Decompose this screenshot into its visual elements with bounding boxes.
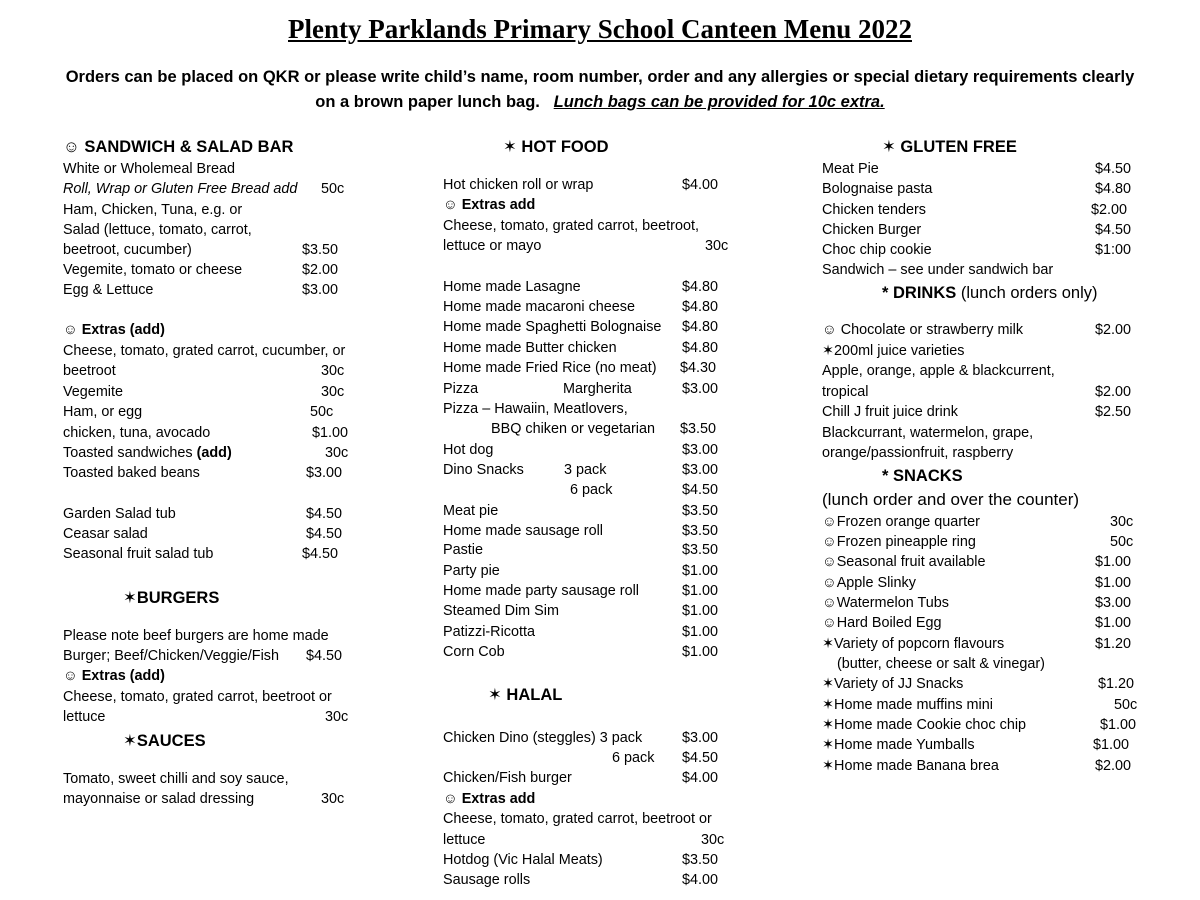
menu-item: ☺Watermelon Tubs: [822, 595, 949, 611]
menu-item: Choc chip cookie: [822, 242, 932, 258]
hot-food-heading: ✶ HOT FOOD: [503, 138, 609, 156]
menu-item: Corn Cob: [443, 644, 505, 660]
price: $1.20: [1098, 676, 1135, 692]
menu-item: chicken, tuna, avocado: [63, 425, 211, 441]
price: $4.50: [1095, 161, 1132, 177]
menu-item: Pastie: [443, 542, 483, 558]
menu-item: Egg & Lettuce: [63, 282, 154, 298]
menu-item: Cheese, tomato, grated carrot, cucumber, or: [63, 343, 346, 359]
price: $2.00: [1095, 322, 1132, 338]
extras-heading: ☺ Extras (add): [63, 668, 165, 684]
menu-item: Home made Fried Rice (no meat): [443, 360, 657, 376]
menu-item: Sausage rolls: [443, 872, 531, 888]
menu-item: Party pie: [443, 563, 500, 579]
snacks-subtitle: (lunch order and over the counter): [822, 490, 1080, 509]
menu-item: Vegemite, tomato or cheese: [63, 262, 243, 278]
price: $2.00: [1095, 758, 1132, 774]
menu-item: Home made Butter chicken: [443, 340, 617, 356]
menu-item: Hot chicken roll or wrap: [443, 177, 594, 193]
menu-note: (butter, cheese or salt & vinegar): [837, 656, 1045, 672]
price: $3.50: [682, 503, 719, 519]
menu-item: Home made sausage roll: [443, 523, 603, 539]
menu-item: Vegemite: [63, 384, 124, 400]
price: 30c: [321, 384, 345, 400]
extras-heading: ☺ Extras (add): [63, 322, 165, 338]
menu-item-variant: Margherita: [563, 381, 632, 397]
menu-item-variant: 6 pack: [612, 750, 655, 766]
menu-item-variant: 3 pack: [564, 462, 607, 478]
sauces-heading: ✶SAUCES: [123, 732, 206, 750]
intro-line-1: Orders can be placed on QKR or please write child’s name, room number, order and any allergies or special dietary requirements clearly: [65, 68, 1135, 86]
menu-item: ☺Frozen pineapple ring: [822, 534, 976, 550]
extras-heading: ☺ Extras add: [443, 791, 536, 807]
price: $1.00: [1093, 737, 1130, 753]
menu-item: Burger; Beef/Chicken/Veggie/Fish: [63, 648, 279, 664]
menu-item: Toasted baked beans: [63, 465, 200, 481]
intro-bag-note: Lunch bags can be provided for 10c extra.: [553, 93, 885, 111]
column-gluten-free-drinks-snacks: [800, 0, 1200, 900]
menu-item: [63, 444, 232, 462]
menu-item: beetroot: [63, 363, 116, 379]
menu-item: lettuce: [443, 832, 486, 848]
price: 50c: [1114, 697, 1138, 713]
price: $1:00: [1095, 242, 1132, 258]
menu-item: Meat pie: [443, 503, 499, 519]
menu-item: Cheese, tomato, grated carrot, beetroot or: [63, 689, 332, 705]
menu-item: Ceasar salad: [63, 526, 148, 542]
menu-item: ✶Home made muffins mini: [822, 697, 993, 713]
menu-item: Hot dog: [443, 442, 494, 458]
price: $1.00: [1100, 717, 1137, 733]
price: $4.50: [302, 546, 339, 562]
menu-item: Chicken Burger: [822, 222, 922, 238]
menu-item: Ham, or egg: [63, 404, 143, 420]
column-hot-food-halal: [400, 0, 800, 900]
menu-item: Dino Snacks: [443, 462, 524, 478]
price: $4.00: [682, 872, 719, 888]
price: $4.00: [682, 770, 719, 786]
menu-item: Pizza: [443, 381, 479, 397]
price: $1.00: [682, 583, 719, 599]
price: $3.50: [682, 523, 719, 539]
price: $1.00: [1095, 575, 1132, 591]
menu-item: ✶Home made Yumballs: [822, 737, 975, 753]
halal-heading: ✶ HALAL: [488, 686, 563, 704]
menu-item: Roll, Wrap or Gluten Free Bread add: [63, 181, 298, 197]
price: 30c: [321, 791, 345, 807]
price: $3.00: [682, 442, 719, 458]
price: $3.00: [302, 282, 339, 298]
price: $4.30: [680, 360, 717, 376]
price: $3.00: [682, 381, 719, 397]
menu-item: ☺Hard Boiled Egg: [822, 615, 942, 631]
price: 50c: [1110, 534, 1134, 550]
price: $4.50: [682, 482, 719, 498]
price: 30c: [701, 832, 725, 848]
price: 30c: [705, 238, 729, 254]
price: $2.00: [1095, 384, 1132, 400]
menu-item: Home made party sausage roll: [443, 583, 639, 599]
menu-note: Sandwich – see under sandwich bar: [822, 262, 1054, 278]
price: $4.50: [306, 506, 343, 522]
menu-item: Meat Pie: [822, 161, 879, 177]
price: $2.00: [1091, 202, 1128, 218]
sandwich-heading: ☺ SANDWICH & SALAD BAR: [63, 138, 294, 156]
menu-item: BBQ chiken or vegetarian: [491, 421, 655, 437]
price: $4.80: [682, 299, 719, 315]
price: $4.50: [682, 750, 719, 766]
menu-title: Plenty Parklands Primary School Canteen Menu 2022: [288, 14, 912, 44]
price: 30c: [325, 445, 349, 461]
price: $3.00: [1095, 595, 1132, 611]
menu-item: tropical: [822, 384, 869, 400]
menu-item: ✶Home made Cookie choc chip: [822, 717, 1027, 733]
gluten-free-heading: ✶ GLUTEN FREE: [882, 138, 1017, 156]
price: $1.20: [1095, 636, 1132, 652]
price: $1.00: [682, 624, 719, 640]
menu-item: White or Wholemeal Bread: [63, 161, 235, 177]
menu-item: ✶200ml juice varieties: [822, 343, 965, 359]
intro-bag-text: on a brown paper lunch bag.: [315, 93, 540, 111]
price: $3.00: [682, 462, 719, 478]
menu-item: Home made macaroni cheese: [443, 299, 635, 315]
price: $4.00: [682, 177, 719, 193]
price: 50c: [310, 404, 334, 420]
menu-item: orange/passionfruit, raspberry: [822, 445, 1014, 461]
menu-item: beetroot, cucumber): [63, 242, 192, 258]
price: $3.50: [682, 852, 719, 868]
price: $1.00: [682, 563, 719, 579]
menu-item: Chicken/Fish burger: [443, 770, 572, 786]
price: $4.80: [682, 340, 719, 356]
menu-item: ☺Seasonal fruit available: [822, 554, 986, 570]
column-sandwich-burgers: [0, 0, 400, 900]
price: $4.50: [306, 648, 343, 664]
menu-note: Please note beef burgers are home made: [63, 628, 329, 644]
menu-item: Ham, Chicken, Tuna, e.g. or: [63, 202, 243, 218]
menu-item: Pizza – Hawaiin, Meatlovers,: [443, 401, 628, 417]
snacks-heading: * SNACKS: [882, 467, 963, 485]
price: $3.00: [306, 465, 343, 481]
price: $1.00: [1095, 615, 1132, 631]
price: $2.00: [302, 262, 339, 278]
drinks-title: * DRINKS: [882, 284, 957, 302]
menu-item: Home made Lasagne: [443, 279, 581, 295]
burgers-heading: ✶BURGERS: [123, 589, 220, 607]
menu-item: ☺ Chocolate or strawberry milk: [822, 322, 1024, 338]
price: 30c: [325, 709, 349, 725]
menu-item: lettuce: [63, 709, 106, 725]
menu-item: Blackcurrant, watermelon, grape,: [822, 425, 1034, 441]
price: $3.50: [302, 242, 339, 258]
menu-item: ☺Apple Slinky: [822, 575, 916, 591]
price: $4.80: [682, 319, 719, 335]
menu-item: Chill J fruit juice drink: [822, 404, 958, 420]
drinks-subtitle: (lunch orders only): [956, 284, 1098, 302]
price: $4.50: [1095, 222, 1132, 238]
menu-item: Salad (lettuce, tomato, carrot,: [63, 222, 252, 238]
price: $3.00: [682, 730, 719, 746]
menu-item: Home made Spaghetti Bolognaise: [443, 319, 662, 335]
menu-item: ✶Home made Banana brea: [822, 758, 999, 774]
price: $4.80: [1095, 181, 1132, 197]
drinks-heading: [882, 283, 1098, 303]
menu-item: Apple, orange, apple & blackcurrent,: [822, 363, 1055, 379]
menu-item-variant: 6 pack: [570, 482, 613, 498]
menu-item: ☺Frozen orange quarter: [822, 514, 980, 530]
menu-item: Patizzi-Ricotta: [443, 624, 535, 640]
price: $3.50: [682, 542, 719, 558]
price: $1.00: [1095, 554, 1132, 570]
price: 30c: [1110, 514, 1134, 530]
price: $1.00: [682, 603, 719, 619]
menu-item: Steamed Dim Sim: [443, 603, 559, 619]
menu-item: Seasonal fruit salad tub: [63, 546, 214, 562]
toasted-add: (add): [196, 445, 232, 461]
price: $1.00: [682, 644, 719, 660]
menu-item: Chicken Dino (steggles) 3 pack: [443, 730, 643, 746]
price: $3.50: [680, 421, 717, 437]
menu-item: lettuce or mayo: [443, 238, 542, 254]
price: $2.50: [1095, 404, 1132, 420]
menu-item: Chicken tenders: [822, 202, 926, 218]
menu-item: ✶Variety of popcorn flavours: [822, 636, 1005, 652]
price: 30c: [321, 363, 345, 379]
menu-item: ✶Variety of JJ Snacks: [822, 676, 964, 692]
menu-item: Cheese, tomato, grated carrot, beetroot,: [443, 218, 699, 234]
price: 50c: [321, 181, 345, 197]
price: $4.80: [682, 279, 719, 295]
extras-heading: ☺ Extras add: [443, 197, 536, 213]
price: $4.50: [306, 526, 343, 542]
menu-item: mayonnaise or salad dressing: [63, 791, 255, 807]
price: $1.00: [312, 425, 349, 441]
menu-item: Tomato, sweet chilli and soy sauce,: [63, 771, 289, 787]
menu-item: Cheese, tomato, grated carrot, beetroot or: [443, 811, 712, 827]
menu-item: Garden Salad tub: [63, 506, 176, 522]
menu-item: Bolognaise pasta: [822, 181, 933, 197]
toasted-text: Toasted sandwiches: [63, 445, 197, 461]
menu-item: Hotdog (Vic Halal Meats): [443, 852, 603, 868]
